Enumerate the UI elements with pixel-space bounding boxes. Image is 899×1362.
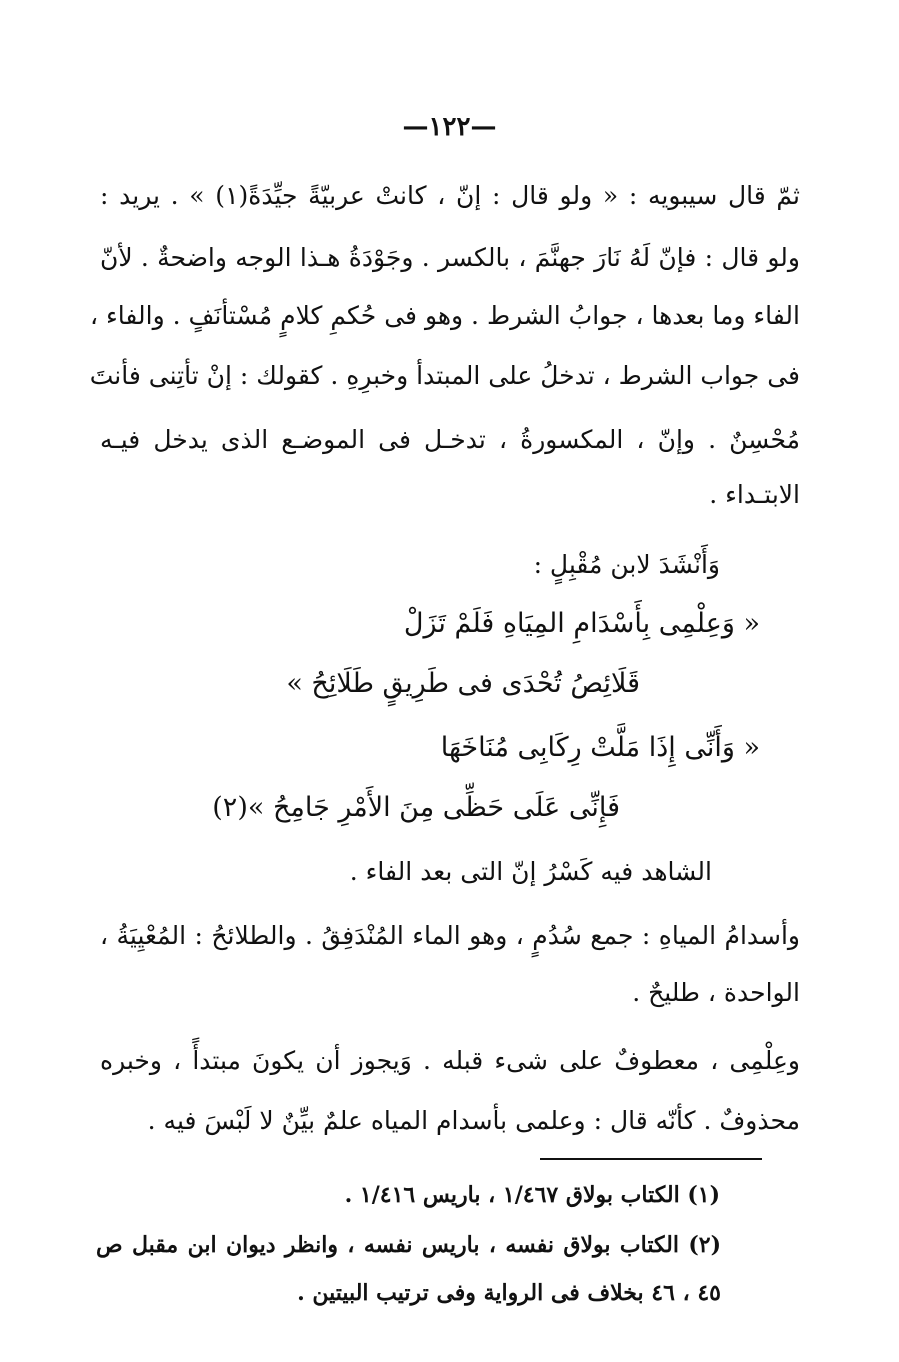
poem-intro: وَأَنْشَدَ لابن مُقْبِلٍ : [533,550,720,579]
verse-1-hemistich-1: « وَعِلْمِى بِأَسْدَامِ المِيَاهِ فَلَمْ تَزَلْ [403,608,760,639]
paragraph-1-line-1: ثمّ قال سيبويه : « ولو قال : إنّ ، كانتْ عربيّةً جيِّدَةً(١) » . يريد : [100,181,801,210]
paragraph-1-line-2: ولو قال : فإنّ لَهُ نَارَ جهنَّمَ ، بالكسر . وجَوْدَةُ هـذا الوجه واضحةٌ . لأنّ [100,243,800,272]
paragraph-4-line-1: وعِلْمِى ، معطوفٌ على شىء قبله . وَيجوز أن يكونَ مبتدأً ، وخبره [100,1046,800,1075]
paragraph-1-line-6: الابتـداء . [709,480,800,509]
footnote-1: (١) الكتاب بولاق ١/٤٦٧ ، باريس ١/٤١٦ . [344,1182,720,1208]
verse-2-hemistich-2: فَإِنِّى عَلَى حَظِّى مِنَ الأَمْرِ جَامِحُ »(٢) [212,792,620,823]
paragraph-3-line-1: وأسدامُ المياهِ : جمع سُدُمٍ ، وهو الماء المُنْدَفِقُ . والطلائحُ : المُعْيِيَةُ ، [100,921,800,950]
paragraph-1-line-4: فى جواب الشرط ، تدخلُ على المبتدأ وخبرِهِ . كقولك : إنْ تأتِنى فأنتَ [89,361,800,390]
paragraph-1-line-3: الفاء وما بعدها ، جوابُ الشرط . وهو فى حُكمِ كلامٍ مُسْتأنَفٍ . والفاء ، [89,301,800,330]
paragraph-2: الشاهد فيه كَسْرُ إنّ التى بعد الفاء . [349,857,712,886]
verse-1-hemistich-2: قَلَائِصُ تُحْدَى فى طَرِيقٍ طَلَائِحُ » [286,668,640,699]
paragraph-3-line-2: الواحدة ، طليحٌ . [632,978,800,1007]
footnote-divider [540,1158,762,1160]
footnote-2-line-2: ٤٥ ، ٤٦ بخلاف فى الرواية وفى ترتيب البيتين . [297,1280,721,1306]
paragraph-1-line-5: مُحْسِنٌ . وإنّ ، المكسورةُ ، تدخـل فى الموضـع الذى يدخل فيـه [100,425,800,454]
page-number: —١٢٢— [402,112,497,142]
paragraph-4-line-2: محذوفٌ . كأنّه قال : وعلمى بأسدام المياه علمٌ بيِّنٌ لا لَبْسَ فيه . [147,1106,800,1135]
verse-2-hemistich-1: « وَأَنِّى إِذَا مَلَّتْ رِكَابِى مُنَاخَهَا [440,732,760,763]
footnote-2-line-1: (٢) الكتاب بولاق نفسه ، باريس نفسه ، وانظر ديوان ابن مقبل ص [96,1232,721,1258]
